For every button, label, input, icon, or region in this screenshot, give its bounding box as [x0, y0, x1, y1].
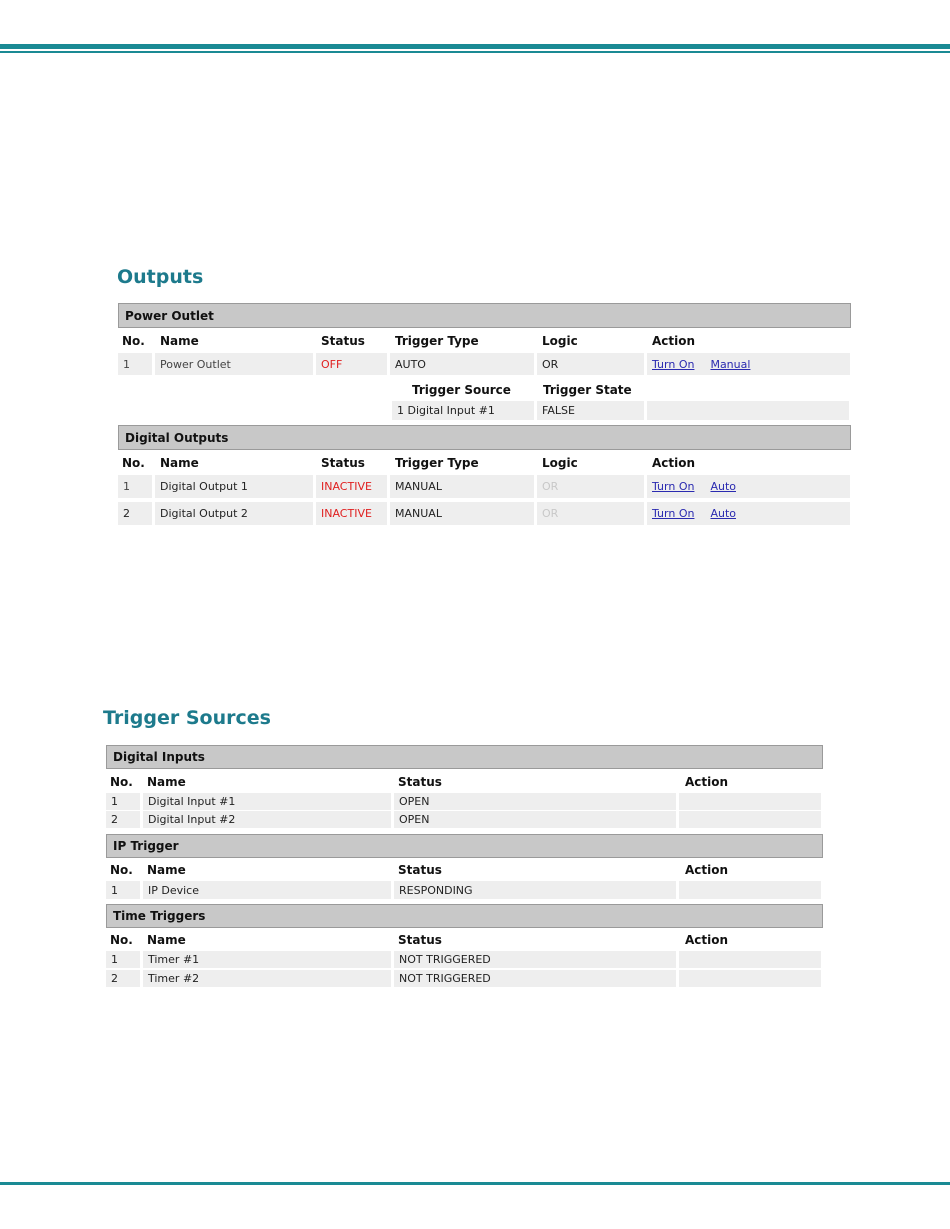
row-actions	[647, 475, 850, 498]
row-status: NOT TRIGGERED	[394, 970, 676, 987]
col-no: No.	[122, 334, 145, 348]
row-action-empty	[679, 811, 821, 828]
row-no: 1	[118, 475, 152, 498]
row-logic: OR	[537, 475, 644, 498]
manual-link[interactable]: Manual	[710, 357, 751, 371]
row-name: Timer #2	[143, 970, 391, 987]
col-logic: Logic	[542, 334, 578, 348]
row-no: 2	[118, 502, 152, 525]
row-logic: OR	[537, 502, 644, 525]
col-name: Name	[147, 775, 186, 789]
col-no: No.	[122, 456, 145, 470]
col-trigger-state: Trigger State	[543, 383, 632, 397]
status-badge: INACTIVE	[316, 502, 387, 525]
outputs-title: Outputs	[117, 266, 204, 288]
row-action-empty	[679, 970, 821, 987]
table-row	[118, 475, 850, 498]
col-status: Status	[398, 863, 442, 877]
col-status: Status	[321, 456, 365, 470]
col-no: No.	[110, 863, 133, 877]
col-action: Action	[685, 775, 729, 789]
col-no: No.	[110, 933, 133, 947]
row-name: Digital Input #1	[143, 793, 391, 810]
row-status: OPEN	[394, 811, 676, 828]
table-row	[106, 811, 821, 828]
row-status: OPEN	[394, 793, 676, 810]
row-action-empty	[679, 951, 821, 968]
row-no: 2	[106, 811, 140, 828]
ip-trigger-section-header: IP Trigger	[106, 834, 823, 858]
col-action: Action	[652, 334, 696, 348]
digital-inputs-section-header: Digital Inputs	[106, 745, 823, 769]
row-action-empty	[679, 881, 821, 899]
row-name: Power Outlet	[155, 353, 313, 375]
row-actions	[647, 353, 850, 375]
trigger-sources-title: Trigger Sources	[103, 707, 271, 729]
row-no: 2	[106, 970, 140, 987]
row-trigger-type: MANUAL	[390, 475, 534, 498]
top-rule	[0, 44, 950, 55]
row-trigger-type: AUTO	[390, 353, 534, 375]
row-no: 1	[106, 951, 140, 968]
row-name: Timer #1	[143, 951, 391, 968]
table-row	[106, 881, 821, 899]
col-name: Name	[160, 334, 199, 348]
col-name: Name	[160, 456, 199, 470]
row-name: Digital Input #2	[143, 811, 391, 828]
table-row	[106, 793, 821, 810]
col-no: No.	[110, 775, 133, 789]
digital-outputs-section-header: Digital Outputs	[118, 425, 851, 450]
row-actions	[647, 502, 850, 525]
bottom-rule	[0, 1182, 950, 1185]
row-name: Digital Output 1	[155, 475, 313, 498]
trigger-source-row	[392, 401, 849, 420]
turn-on-link[interactable]: Turn On	[652, 480, 695, 493]
col-action: Action	[652, 456, 696, 470]
row-status: NOT TRIGGERED	[394, 951, 676, 968]
turn-on-link[interactable]: Turn On	[652, 357, 695, 371]
col-name: Name	[147, 933, 186, 947]
col-trigger-type: Trigger Type	[395, 334, 479, 348]
trigger-action-empty	[647, 401, 849, 420]
col-status: Status	[398, 775, 442, 789]
row-name: IP Device	[143, 881, 391, 899]
status-badge: OFF	[316, 353, 387, 375]
row-no: 1	[118, 353, 152, 375]
table-row	[118, 502, 850, 525]
table-row	[118, 353, 850, 375]
row-trigger-type: MANUAL	[390, 502, 534, 525]
auto-link[interactable]: Auto	[710, 480, 736, 493]
table-row	[106, 951, 821, 968]
row-status: RESPONDING	[394, 881, 676, 899]
table-row	[106, 970, 821, 987]
trigger-state: FALSE	[537, 401, 644, 420]
col-logic: Logic	[542, 456, 578, 470]
status-badge: INACTIVE	[316, 475, 387, 498]
auto-link[interactable]: Auto	[710, 507, 736, 520]
time-triggers-section-header: Time Triggers	[106, 904, 823, 928]
col-action: Action	[685, 863, 729, 877]
row-logic: OR	[537, 353, 644, 375]
col-name: Name	[147, 863, 186, 877]
trigger-source: 1 Digital Input #1	[392, 401, 534, 420]
row-action-empty	[679, 793, 821, 810]
row-name: Digital Output 2	[155, 502, 313, 525]
col-status: Status	[321, 334, 365, 348]
col-trigger-type: Trigger Type	[395, 456, 479, 470]
col-action: Action	[685, 933, 729, 947]
col-trigger-source: Trigger Source	[412, 383, 511, 397]
power-outlet-section-header: Power Outlet	[118, 303, 851, 328]
turn-on-link[interactable]: Turn On	[652, 507, 695, 520]
col-status: Status	[398, 933, 442, 947]
row-no: 1	[106, 881, 140, 899]
row-no: 1	[106, 793, 140, 810]
